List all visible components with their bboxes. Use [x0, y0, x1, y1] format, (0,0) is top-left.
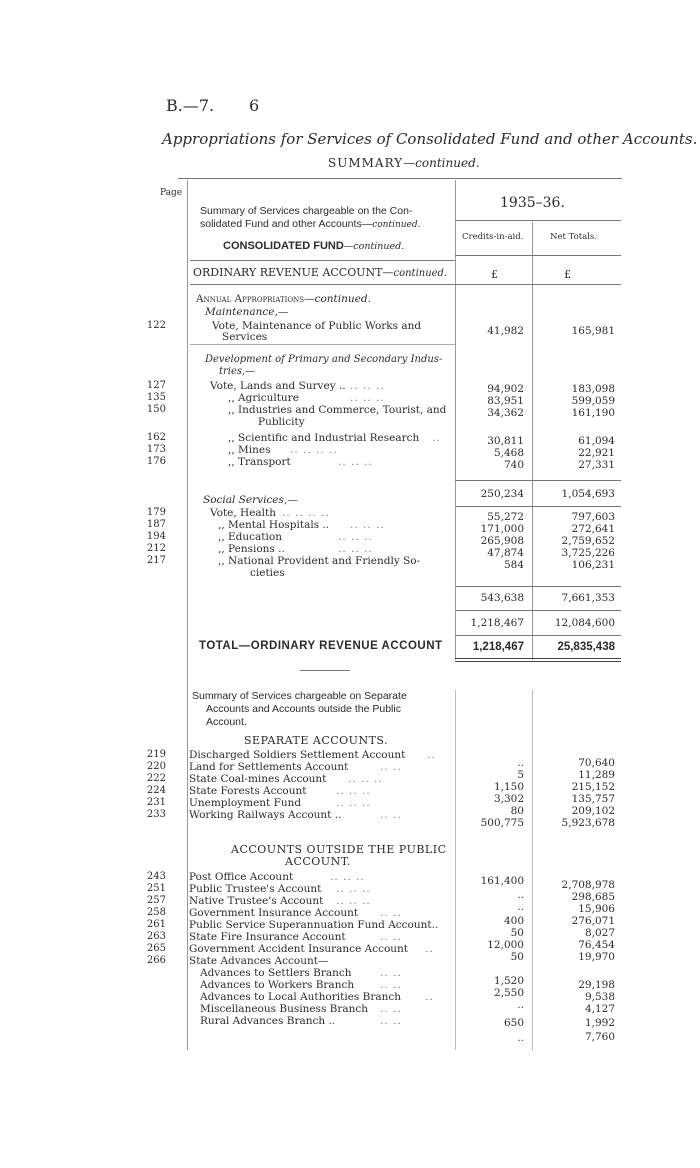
row-net: 29,198 [578, 979, 615, 991]
summary-title-text: SUMMARY [328, 156, 404, 170]
row-credits: 171,000 [480, 523, 524, 535]
row-credits: 5,468 [493, 447, 524, 459]
combined-total-credits: 1,218,467 [470, 617, 524, 629]
page-column-label: Page [160, 188, 183, 198]
table-row [0, 432, 700, 447]
row-page: 127 [146, 380, 166, 391]
row-page: 251 [146, 883, 166, 894]
row-credits: 47,874 [487, 547, 524, 559]
annual-appropriations-cont: continued. [314, 293, 371, 305]
social-subtotal-net: 7,661,353 [561, 592, 615, 604]
row-credits: 55,272 [487, 511, 524, 523]
row-page: 122 [146, 320, 166, 331]
row-page: 179 [146, 507, 166, 518]
row-credits: 161,400 [480, 875, 524, 887]
row-leader: .. .. [380, 931, 402, 943]
row-leader: .. [425, 991, 434, 1003]
row-net: 599,059 [571, 395, 615, 407]
row-label: Miscellaneous Business Branch [200, 1003, 369, 1015]
annual-appropriations-heading [196, 293, 371, 305]
row-net: 276,071 [571, 915, 615, 927]
row-credits: 3,302 [493, 793, 524, 805]
row-label: ,, Industries and Commerce, Tourist, and [228, 404, 447, 416]
row-net: 2,708,978 [561, 879, 615, 891]
page-number: 6 [249, 96, 260, 115]
row-leader: .. .. .. .. [282, 507, 330, 519]
combined-total-net: 12,084,600 [554, 617, 615, 629]
row-credits: 41,982 [487, 325, 524, 337]
row-page: 219 [146, 749, 166, 760]
dev-subtotal-credits: 250,234 [480, 488, 524, 500]
ordinary-revenue-heading-text: ORDINARY REVENUE ACCOUNT— [193, 266, 394, 279]
credits-heading: Credits-in-aid. [462, 232, 524, 242]
row-label: State Advances Account— [189, 955, 329, 967]
section1-intro-line1: Summary of Services chargeable on the Con- [200, 205, 413, 217]
row-credits: 5 [517, 769, 524, 781]
development-heading-line2: tries,— [219, 366, 256, 377]
outside-accounts-heading-line2: ACCOUNT. [285, 855, 351, 868]
maintenance-rule [190, 344, 455, 345]
row-page: 266 [146, 955, 166, 966]
consolidated-fund-heading-cont: —continued. [343, 241, 405, 252]
row-page: 176 [146, 456, 166, 467]
row-label: ,, Scientific and Industrial Research [228, 432, 420, 444]
row-label: Public Service Superannuation Fund Account.. [189, 919, 439, 931]
row-credits: .. [517, 901, 524, 913]
row-page: 150 [146, 404, 166, 415]
row-credits: 1,520 [493, 975, 524, 987]
social-services-heading: Social Services,— [203, 494, 298, 506]
grand-total-row [0, 641, 700, 653]
net-heading: Net Totals. [550, 232, 597, 242]
section1-intro-line2 [200, 218, 421, 232]
row-leader: .. .. .. [336, 883, 371, 895]
ordinary-revenue-heading-cont: continued. [393, 268, 448, 279]
row-page: 220 [146, 761, 166, 772]
row-leader: .. .. [380, 1003, 402, 1015]
row-net: 9,538 [584, 991, 615, 1003]
row-label: State Forests Account [189, 785, 307, 797]
row-label: Working Railways Account .. [189, 809, 342, 821]
row-leader: .. .. .. [350, 380, 385, 392]
row-net: 61,094 [578, 435, 615, 447]
summary-title [328, 156, 480, 170]
row-net: 106,231 [571, 559, 615, 571]
row-page: 224 [146, 785, 166, 796]
table-row [0, 955, 700, 967]
table-row [0, 519, 700, 535]
consolidated-fund-heading-text: CONSOLIDATED FUND [223, 240, 344, 252]
section-separator [300, 670, 350, 671]
row-credits: 400 [503, 915, 524, 927]
development-heading-line1: Development of Primary and Secondary Indus- [205, 354, 443, 365]
row-leader: .. .. .. [336, 797, 371, 809]
ordinary-revenue-heading [193, 266, 447, 279]
row-label: Post Office Account [189, 871, 294, 883]
row-label: Unemployment Fund [189, 797, 302, 809]
row-credits: 500,775 [480, 817, 524, 829]
year-rule [455, 220, 621, 221]
row-page: 243 [146, 871, 166, 882]
row-page: 222 [146, 773, 166, 784]
table-row [0, 404, 700, 419]
row-credits: .. [517, 757, 524, 769]
table-row [0, 555, 700, 571]
dev-subtotal-row [0, 488, 700, 500]
row-label: Rural Advances Branch .. [200, 1015, 336, 1027]
row-net: 4,127 [584, 1003, 615, 1015]
grand-total-double-rule [455, 661, 621, 662]
row-label: Vote, Health [210, 507, 277, 519]
social-subtotal-row [0, 592, 700, 604]
row-credits: 584 [503, 559, 524, 571]
row-credits: 50 [510, 927, 524, 939]
table-row [0, 444, 700, 459]
row-net: 1,992 [584, 1017, 615, 1029]
row-page: 187 [146, 519, 166, 530]
header-bottom-rule [455, 255, 621, 256]
row-label: Publicity [258, 416, 305, 428]
row-page: 217 [146, 555, 166, 566]
row-net: 70,640 [578, 757, 615, 769]
row-credits: 740 [503, 459, 524, 471]
top-rule [178, 178, 622, 179]
row-label: ,, Education [218, 531, 282, 543]
row-leader: .. .. .. [338, 543, 373, 555]
table-row [0, 456, 700, 471]
row-net: 797,603 [571, 511, 615, 523]
row-label: State Coal-mines Account [189, 773, 327, 785]
row-credits: 50 [510, 951, 524, 963]
section2-intro-line2: Accounts and Accounts outside the Public [206, 703, 401, 715]
row-label: Services [222, 331, 268, 343]
table-row [0, 392, 700, 407]
table-row-cont [0, 416, 700, 428]
row-credits: 2,550 [493, 987, 524, 999]
year-heading: 1935–36. [500, 195, 565, 211]
row-label: Land for Settlements Account [189, 761, 349, 773]
row-net: 8,027 [584, 927, 615, 939]
row-page: 162 [146, 432, 166, 443]
row-leader: .. .. [380, 761, 402, 773]
row-net: 183,098 [571, 383, 615, 395]
dev-subtotal-rule [455, 480, 621, 481]
row-leader: .. .. [380, 967, 402, 979]
row-net: 209,102 [571, 805, 615, 817]
row-page: 263 [146, 931, 166, 942]
row-credits: 83,951 [487, 395, 524, 407]
social-subtotal-credits: 543,638 [480, 592, 524, 604]
summary-title-cont: —continued. [403, 156, 480, 170]
row-leader: .. [425, 943, 434, 955]
row-net: 2,759,652 [561, 535, 615, 547]
row-leader: .. .. [380, 907, 402, 919]
row-label: ,, Pensions .. [218, 543, 285, 555]
row-label: State Fire Insurance Account [189, 931, 346, 943]
section2-intro-line3: Account. [206, 716, 247, 728]
row-label: Native Trustee's Account [189, 895, 324, 907]
row-leader: .. .. .. [338, 456, 373, 468]
row-net: 165,981 [571, 325, 615, 337]
row-page: 257 [146, 895, 166, 906]
row-net: 3,725,226 [561, 547, 615, 559]
row-page: 135 [146, 392, 166, 403]
row-net: 161,190 [571, 407, 615, 419]
row-page: 258 [146, 907, 166, 918]
row-label: Vote, Lands and Survey .. [210, 380, 346, 392]
table-row [0, 543, 700, 559]
row-leader: .. .. [380, 809, 402, 821]
row-page: 261 [146, 919, 166, 930]
row-label: Government Accident Insurance Account [189, 943, 409, 955]
row-credits: 1,150 [493, 781, 524, 793]
row-label: Discharged Soldiers Settlement Account [189, 749, 406, 761]
row-credits: .. [517, 999, 524, 1011]
row-credits: 12,000 [487, 939, 524, 951]
row-label: Vote, Maintenance of Public Works and [212, 320, 422, 332]
combined-total-rule [455, 610, 621, 611]
row-leader: .. .. .. [330, 871, 365, 883]
row-label: ,, Agriculture [228, 392, 299, 404]
grand-total-bottom-rule [455, 658, 621, 659]
table-row [0, 380, 700, 395]
page-title: Appropriations for Services of Consolidated Fund and other Accounts. [162, 130, 698, 148]
row-net: 76,454 [578, 939, 615, 951]
row-page: 231 [146, 797, 166, 808]
row-leader: .. .. [380, 979, 402, 991]
row-net: 215,152 [571, 781, 615, 793]
credits-pound: £ [491, 268, 498, 281]
row-credits: 94,902 [487, 383, 524, 395]
outside-accounts-heading-line1: ACCOUNTS OUTSIDE THE PUBLIC [231, 843, 447, 856]
dev-subtotal-net: 1,054,693 [561, 488, 615, 500]
row-label: ,, Mental Hospitals .. [218, 519, 330, 531]
row-label: cieties [250, 567, 285, 579]
row-net: 272,641 [571, 523, 615, 535]
net-pound: £ [564, 268, 571, 281]
section1-intro-cont: continued. [372, 220, 421, 230]
row-net: 19,970 [578, 951, 615, 963]
separate-accounts-heading: SEPARATE ACCOUNTS. [244, 734, 389, 747]
row-net: 298,685 [571, 891, 615, 903]
ordinary-revenue-bottom-rule [190, 284, 621, 285]
row-leader: .. [432, 432, 441, 444]
grand-total-net: 25,835,438 [557, 641, 615, 653]
table-row [0, 507, 700, 523]
row-label: Public Trustee's Account [189, 883, 322, 895]
row-label: Advances to Local Authorities Branch [200, 991, 402, 1003]
section2-intro-line1: Summary of Services chargeable on Separate [192, 690, 407, 702]
row-net: 15,906 [578, 903, 615, 915]
table-row [0, 531, 700, 547]
row-credits: 650 [503, 1017, 524, 1029]
row-leader: .. .. [380, 1015, 402, 1027]
table-row [0, 1015, 700, 1044]
row-net: 5,923,678 [561, 817, 615, 829]
row-page: 173 [146, 444, 166, 455]
row-label: ,, Transport [228, 456, 291, 468]
row-credits: 34,362 [487, 407, 524, 419]
row-label: ,, National Provident and Friendly So- [218, 555, 421, 567]
row-leader: .. .. .. [350, 519, 385, 531]
row-label: Advances to Settlers Branch [200, 967, 352, 979]
row-credits: 30,811 [487, 435, 524, 447]
grand-total-credits: 1,218,467 [472, 641, 524, 653]
row-leader: .. .. .. [350, 392, 385, 404]
row-leader: .. .. .. [338, 531, 373, 543]
ordinary-revenue-top-rule [190, 260, 455, 261]
row-leader: .. .. .. [336, 895, 371, 907]
row-credits: .. [517, 889, 524, 901]
maintenance-heading: Maintenance,— [205, 306, 289, 318]
row-credits: 80 [510, 805, 524, 817]
row-page: 194 [146, 531, 166, 542]
row-net: 22,921 [578, 447, 615, 459]
row-credits: .. [517, 1032, 524, 1044]
total-ordinary-revenue-label: TOTAL—ORDINARY REVENUE ACCOUNT [199, 640, 443, 652]
row-net: 7,760 [584, 1031, 615, 1043]
row-leader: .. .. .. [348, 773, 383, 785]
row-net: 135,757 [571, 793, 615, 805]
table-row [0, 809, 700, 829]
document-code: B.—7. [166, 96, 215, 115]
row-page: 233 [146, 809, 166, 820]
row-leader: .. .. .. .. [290, 444, 338, 456]
consolidated-fund-heading [223, 240, 404, 252]
grand-total-top-rule [455, 635, 621, 636]
row-leader: .. .. .. [336, 785, 371, 797]
section1-intro-line2-text: solidated Fund and other Accounts— [200, 218, 373, 230]
row-page: 265 [146, 943, 166, 954]
table-row-cont [0, 567, 700, 579]
row-leader: .. [427, 749, 436, 761]
combined-total-row [0, 617, 700, 629]
row-label: Government Insurance Account [189, 907, 359, 919]
row-credits: 265,908 [480, 535, 524, 547]
row-label: ,, Mines [228, 444, 271, 456]
annual-appropriations-text: Annual Appropriations— [196, 293, 315, 305]
row-net: 27,331 [578, 459, 615, 471]
row-net: 11,289 [578, 769, 615, 781]
row-page: 212 [146, 543, 166, 554]
row-label: Advances to Workers Branch [200, 979, 355, 991]
table-row-cont [0, 331, 700, 343]
social-subtotal-rule [455, 586, 621, 587]
